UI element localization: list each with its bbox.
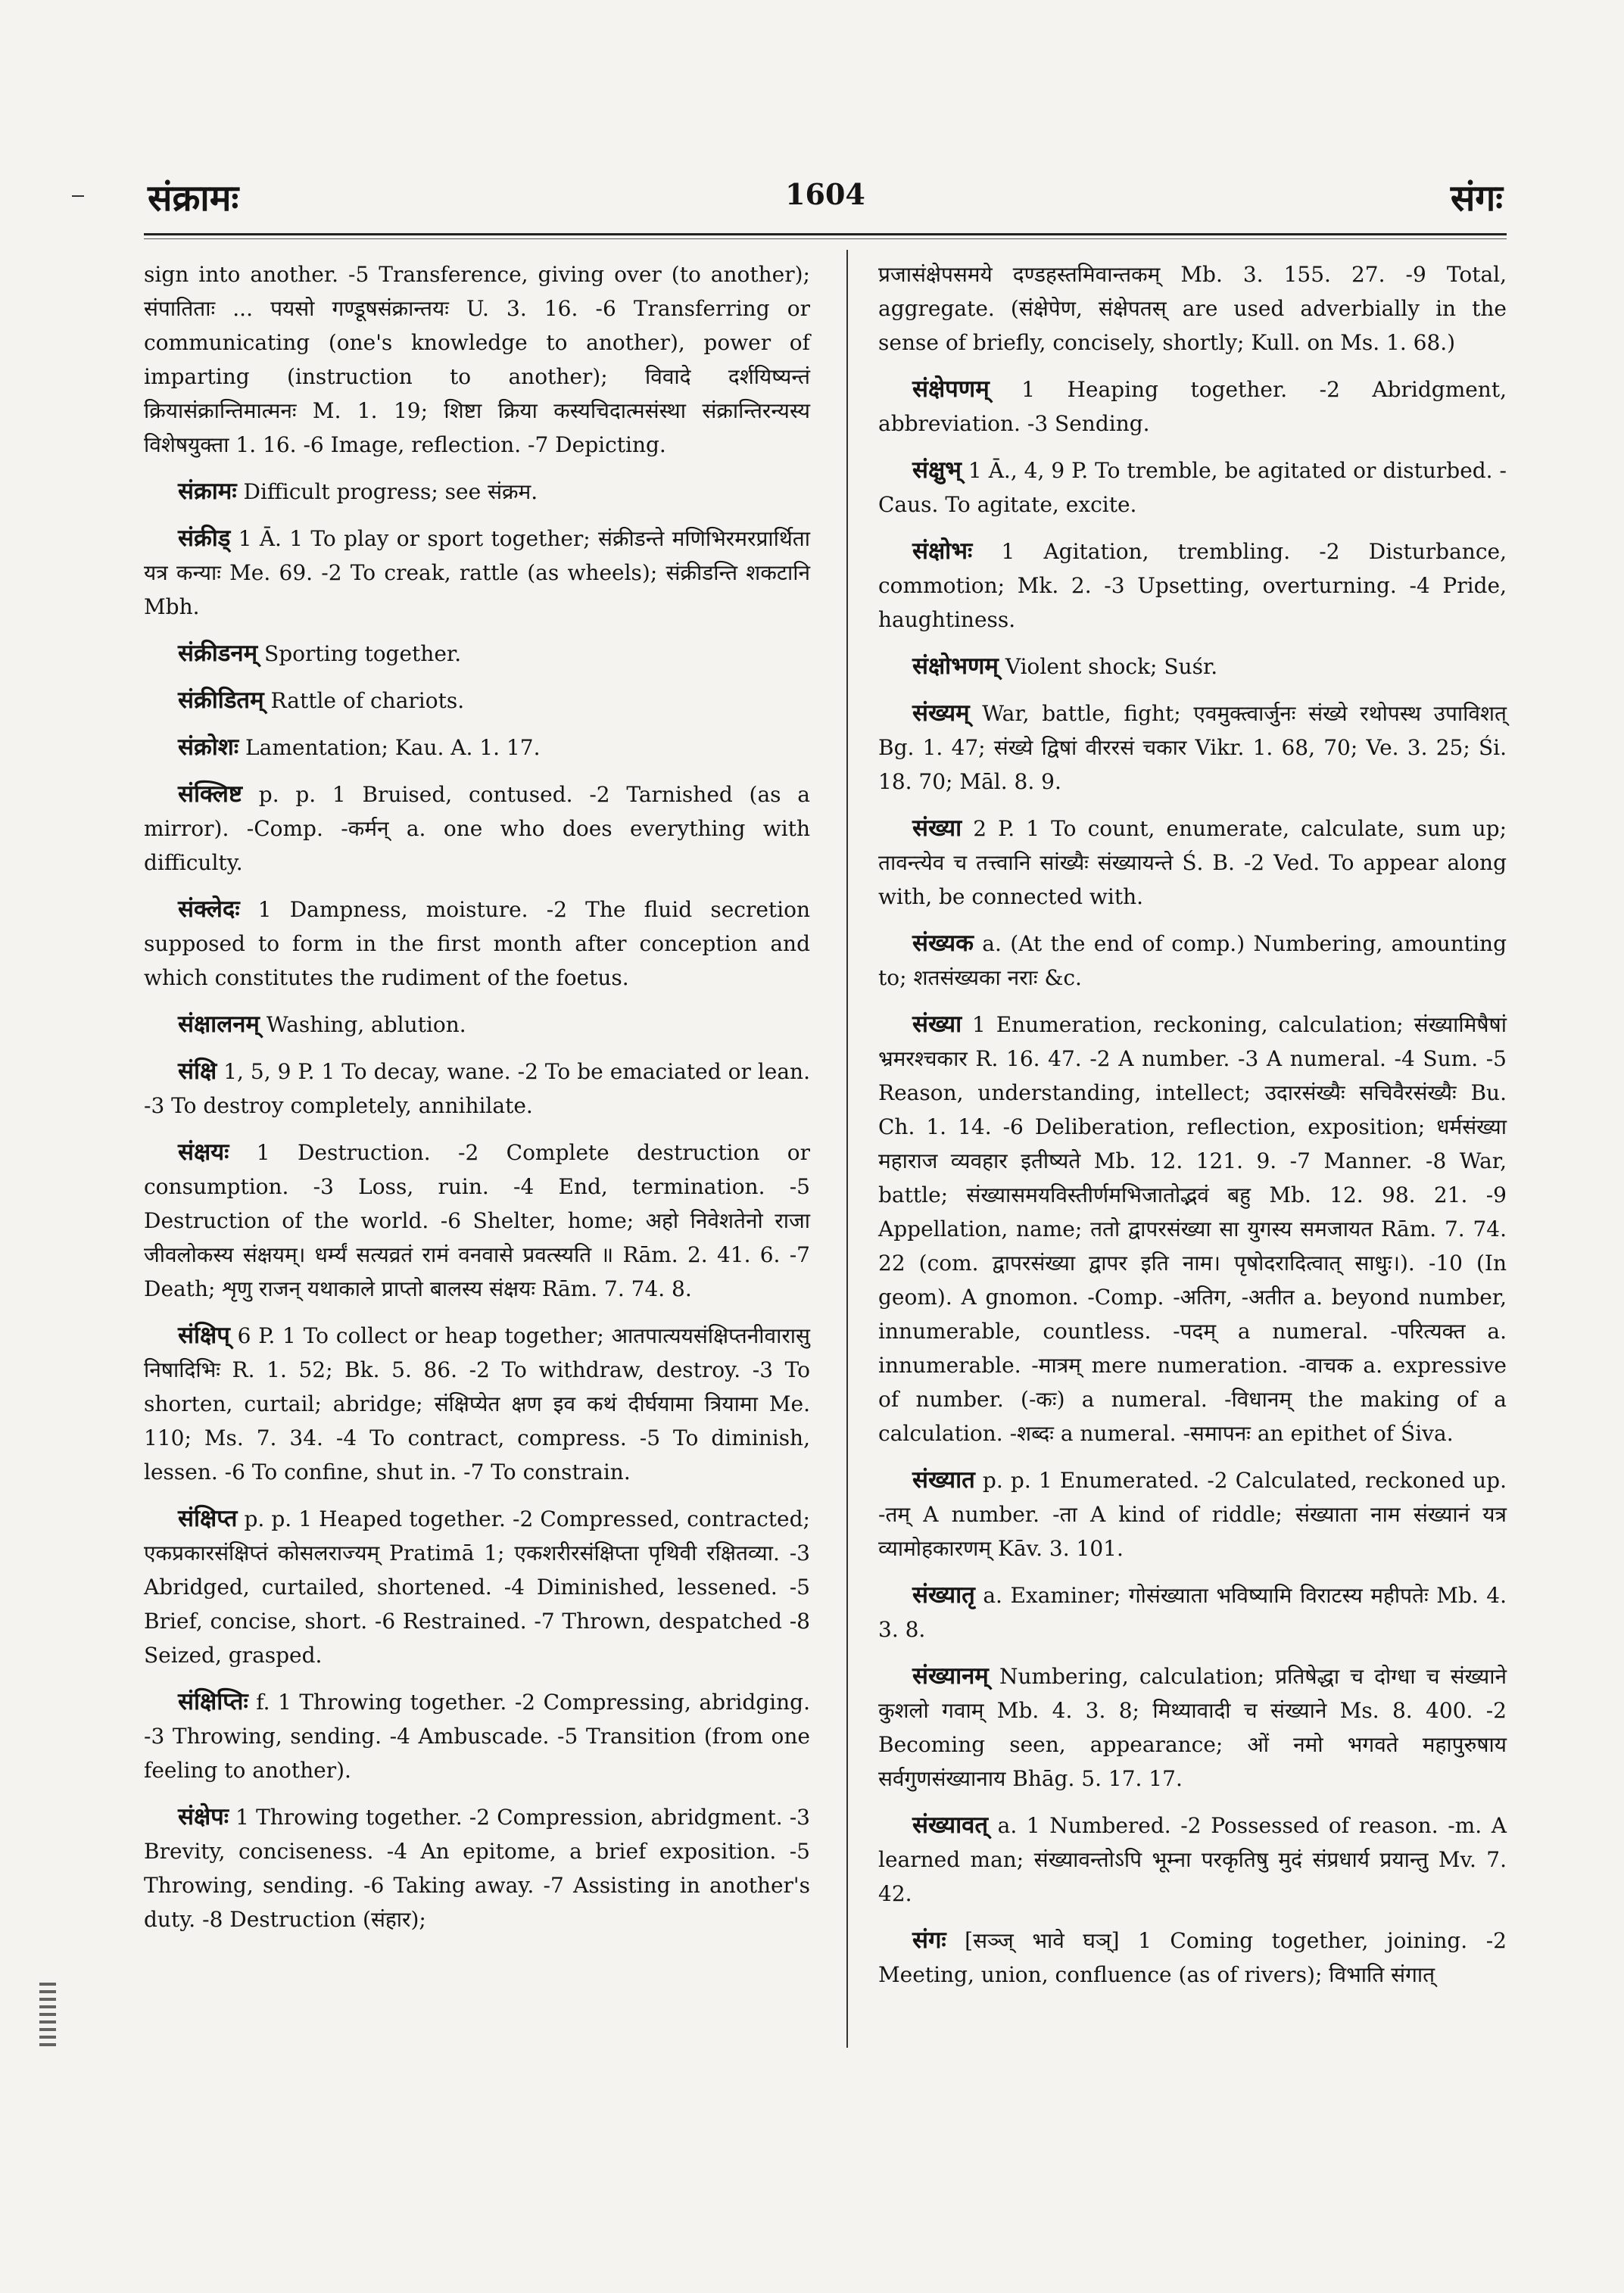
entry-headword: संख्यानम् xyxy=(912,1662,989,1690)
header-right-word: संगः xyxy=(1450,177,1503,220)
right-column xyxy=(878,257,1507,2005)
entry-definition: f. 1 Throwing together. -2 Compressing, abridging. -3 Throwing, sending. -4 Ambuscade. -5 Transition (from one feeling to another). xyxy=(144,1690,810,1783)
entry-headword: संख्यम् xyxy=(912,699,970,727)
entry-definition: 1 Ā. 1 To play or sport together; संक्रीडन्ते मणिभिरमरप्रार्थिता यत्र कन्याः Me. 69. -2 To creak, rattle (as wheels); संक्रीडन्ति शकटानि Mbh. xyxy=(144,526,810,619)
dictionary-entry xyxy=(878,453,1507,522)
entry-headword: संख्यात xyxy=(912,1466,975,1494)
margin-tick xyxy=(72,195,84,197)
entry-definition: a. Examiner; गोसंख्याता भविष्यामि विराटस्य महीपतेः Mb. 4. 3. 8. xyxy=(878,1583,1507,1642)
entry-definition: 1 Dampness, moisture. -2 The fluid secretion supposed to form in the first month after conception and which constitutes the rudiment of the foetus. xyxy=(144,897,810,990)
binding-mark xyxy=(39,1980,56,2046)
dictionary-entry xyxy=(144,475,810,509)
entry-headword: संक्षिप्तिः xyxy=(178,1688,248,1715)
entry-definition: 1 Enumeration, reckoning, calculation; संख्यामिषैषां भ्रमरश्चकार R. 16. 47. -2 A number. -3 A numeral. -4 Sum. -5 Reason, understanding, intellect; उदारसंख्यैः सचिवैरसंख्यैः Bu. Ch. 1. 14. -6 Deliberation, reflection, exposition; धर्मसंख्या महाराज व्यवहार इतीष्यते Mb. 12. 121. 9. -7 Manner. -8 War, battle; संख्यासमयविस्तीर्णमभिजातोद्भवं बहु Mb. 12. 98. 21. -9 Appellation, name; ततो द्वापरसंख्या सा युगस्य समजायत Rām. 7. 74. 22 (com. द्वापरसंख्या द्वापर इति नाम। पृषोदरादित्वात् साधुः।). -10 (In geom). A gnomon. -Comp. -अतिग, -अतीत a. beyond number, innumerable, countless. -पदम् a numeral. -परित्यक्त a. innumerable. -मात्रम् mere numeration. -वाचक a. expressive of number. (-कः) a numeral. -विधानम् the making of a calculation. -शब्दः a numeral. -समापनः an epithet of Śiva. xyxy=(878,1012,1507,1446)
dictionary-entry xyxy=(144,1800,810,1936)
entry-headword: संक्षिप् xyxy=(178,1322,230,1349)
dictionary-entry xyxy=(144,1008,810,1042)
entry-headword: संक्षिप्त xyxy=(178,1505,238,1532)
dictionary-entry xyxy=(144,637,810,671)
entry-definition: 1 Ā., 4, 9 P. To tremble, be agitated or disturbed. -Caus. To agitate, excite. xyxy=(878,458,1507,517)
dictionary-entry xyxy=(878,696,1507,799)
entry-definition: Rattle of chariots. xyxy=(263,688,465,713)
entry-definition: Violent shock; Suśr. xyxy=(998,654,1218,679)
entry-headword: संगः xyxy=(912,1927,946,1954)
entry-definition: 1 Heaping together. -2 Abridgment, abbreviation. -3 Sending. xyxy=(878,377,1507,436)
entry-headword: संख्या xyxy=(912,815,962,842)
dictionary-entry xyxy=(144,893,810,995)
entry-definition: p. p. 1 Enumerated. -2 Calculated, reckoned up. -तम् A number. -ता A kind of riddle; संख्याता नाम संख्यानं यत्र व्यामोहकारणम् Kāv. 3. 101. xyxy=(878,1468,1507,1561)
entry-headword: संक्षालनम् xyxy=(178,1011,260,1038)
entry-headword: संक्षेपणम् xyxy=(912,375,990,403)
dictionary-entry xyxy=(878,372,1507,441)
entry-definition: p. p. 1 Heaped together. -2 Compressed, contracted; एकप्रकारसंक्षिप्तं कोसलराज्यम् Pratimā 1; एकशरीरसंक्षिप्ता पृथिवी रक्षितव्या. -3 Abridged, curtailed, shortened. -4 Diminished, lessened. -5 Brief, concise, short. -6 Restrained. -7 Thrown, despatched -8 Seized, grasped. xyxy=(144,1506,810,1668)
entry-headword: संक्षोभः xyxy=(912,537,973,565)
running-header xyxy=(148,173,1503,226)
header-left-word: संक्रामः xyxy=(148,177,239,220)
dictionary-entry xyxy=(878,1463,1507,1566)
dictionary-entry xyxy=(144,1319,810,1489)
entry-headword: संक्रीड् xyxy=(178,525,231,552)
entry-definition: sign into another. -5 Transference, giving over (to another); संपातिताः ... पयसो गण्डूषसंक्रान्तयः U. 3. 16. -6 Transferring or communicating (one's knowledge to another), power of imparting (instruction to another); विवादे दर्शयिष्यन्तं क्रियासंक्रान्तिमात्मनः M. 1. 19; शिष्टा क्रिया कस्यचिदात्मसंस्था संक्रान्तिरन्यस्य विशेषयुक्ता 1. 16. -6 Image, reflection. -7 Depicting. xyxy=(144,262,810,457)
entry-definition: 2 P. 1 To count, enumerate, calculate, sum up; तावन्त्येव च तत्त्वानि सांख्यैः संख्यायन्ते Ś. B. -2 Ved. To appear along with, be connected with. xyxy=(878,816,1507,909)
entry-headword: संक्लेदः xyxy=(178,896,240,923)
dictionary-entry xyxy=(878,1809,1507,1911)
entry-definition: [सञ्ज् भावे घञ्] 1 Coming together, joining. -2 Meeting, union, confluence (as of rivers); विभाति संगात् xyxy=(878,1928,1507,1987)
entry-definition: a. (At the end of comp.) Numbering, amounting to; शतसंख्यका नराः &c. xyxy=(878,931,1507,990)
header-rule xyxy=(144,233,1507,239)
entry-definition: War, battle, fight; एवमुक्त्वार्जुनः संख्ये रथोपस्थ उपाविशत् Bg. 1. 47; संख्ये द्विषां वीररसं चकार Vikr. 1. 68, 70; Ve. 3. 25; Śi. 18. 70; Māl. 8. 9. xyxy=(878,701,1507,794)
entry-definition: प्रजासंक्षेपसमये दण्डहस्तमिवान्तकम् Mb. 3. 155. 27. -9 Total, aggregate. (संक्षेपेण, संक्षेपतस् are used adverbially in the sense of briefly, concisely, shortly; Kull. on Ms. 1. 68.) xyxy=(878,262,1507,355)
entry-definition: Lamentation; Kau. A. 1. 17. xyxy=(238,735,541,760)
entry-definition: Difficult progress; see संक्रम. xyxy=(236,479,538,504)
entry-definition: p. p. 1 Bruised, contused. -2 Tarnished (as a mirror). -Comp. -कर्मन् a. one who does everything with difficulty. xyxy=(144,782,810,875)
dictionary-entry xyxy=(144,777,810,880)
dictionary-entry xyxy=(144,522,810,624)
entry-headword: संक्षेपः xyxy=(178,1803,229,1830)
dictionary-entry xyxy=(878,257,1507,360)
dictionary-entry xyxy=(144,1502,810,1672)
entry-headword: संक्रीडनम् xyxy=(178,640,258,667)
entry-definition: Washing, ablution. xyxy=(259,1012,466,1037)
entry-definition: Sporting together. xyxy=(257,641,462,666)
dictionary-entry xyxy=(144,731,810,765)
dictionary-entry xyxy=(144,257,810,462)
dictionary-entry xyxy=(878,1659,1507,1796)
dictionary-entry xyxy=(878,1008,1507,1450)
entry-headword: संख्यावत् xyxy=(912,1812,989,1839)
dictionary-entry xyxy=(144,1055,810,1123)
dictionary-entry xyxy=(144,1136,810,1306)
entry-definition: Numbering, calculation; प्रतिषेद्धा च दोग्धा च संख्याने कुशलो गवाम् Mb. 4. 3. 8; मिथ्यावादी च संख्याने Ms. 8. 400. -2 Becoming seen, appearance; ओं नमो भगवते महापुरुषाय सर्वगुणसंख्यानाय Bhāg. 5. 17. 17. xyxy=(878,1664,1507,1791)
entry-headword: संक्रोशः xyxy=(178,734,239,761)
entry-headword: संक्षयः xyxy=(178,1139,229,1166)
dictionary-entry xyxy=(878,1924,1507,1992)
page-number: 1604 xyxy=(785,177,865,211)
entry-headword: संक्षि xyxy=(178,1058,217,1085)
entry-headword: संक्षुभ् xyxy=(912,456,962,484)
entry-headword: संक्रामः xyxy=(178,478,237,505)
dictionary-entry xyxy=(878,927,1507,995)
dictionary-entry xyxy=(878,650,1507,684)
entry-definition: a. 1 Numbered. -2 Possessed of reason. -m. A learned man; संख्यावन्तोऽपि भूम्ना परकृतिषु मुदं संप्रधार्य प्रयान्तु Mv. 7. 42. xyxy=(878,1813,1507,1906)
entry-definition: 1 Agitation, trembling. -2 Disturbance, commotion; Mk. 2. -3 Upsetting, overturning. -4 Pride, haughtiness. xyxy=(878,539,1507,632)
entry-headword: संक्रीडितम् xyxy=(178,687,264,714)
left-column xyxy=(144,257,810,1949)
entry-definition: 1 Destruction. -2 Complete destruction or consumption. -3 Loss, ruin. -4 End, termination. -5 Destruction of the world. -6 Shelter, home; अहो निवेशतेनो राजा जीवलोकस्य संक्षयम्। धर्म्यं सत्यव्रतं रामं वनवासे प्रवत्स्यति ॥ Rām. 2. 41. 6. -7 Death; शृणु राजन् यथाकाले प्राप्तो बालस्य संक्षयः Rām. 7. 74. 8. xyxy=(144,1140,810,1301)
entry-headword: संक्लिष्ट xyxy=(178,780,243,808)
entry-headword: संख्या xyxy=(912,1011,962,1038)
entry-headword: संक्षोभणम् xyxy=(912,653,999,680)
dictionary-entry xyxy=(878,812,1507,914)
entry-definition: 6 P. 1 To collect or heap together; आतपात्ययसंक्षिप्तनीवारासु निषादिभिः R. 1. 52; Bk. 5. 86. -2 To withdraw, destroy. -3 To shorten, curtail; abridge; संक्षिप्येत क्षण इव कथं दीर्घयामा त्रियामा Me. 110; Ms. 7. 34. -4 To contract, compress. -5 To diminish, lessen. -6 To confine, shut in. -7 To constrain. xyxy=(144,1323,810,1485)
entry-headword: संख्यातृ xyxy=(912,1581,975,1609)
column-divider xyxy=(846,250,848,2048)
dictionary-entry xyxy=(878,534,1507,637)
dictionary-entry xyxy=(144,1685,810,1787)
entry-headword: संख्यक xyxy=(912,930,974,957)
dictionary-entry xyxy=(878,1578,1507,1647)
entry-definition: 1, 5, 9 P. 1 To decay, wane. -2 To be emaciated or lean. -3 To destroy completely, annihilate. xyxy=(144,1059,810,1118)
dictionary-entry xyxy=(144,684,810,718)
entry-definition: 1 Throwing together. -2 Compression, abridgment. -3 Brevity, conciseness. -4 An epitome, a brief exposition. -5 Throwing, sending. -6 Taking away. -7 Assisting in another's duty. -8 Destruction (संहार); xyxy=(144,1805,810,1932)
